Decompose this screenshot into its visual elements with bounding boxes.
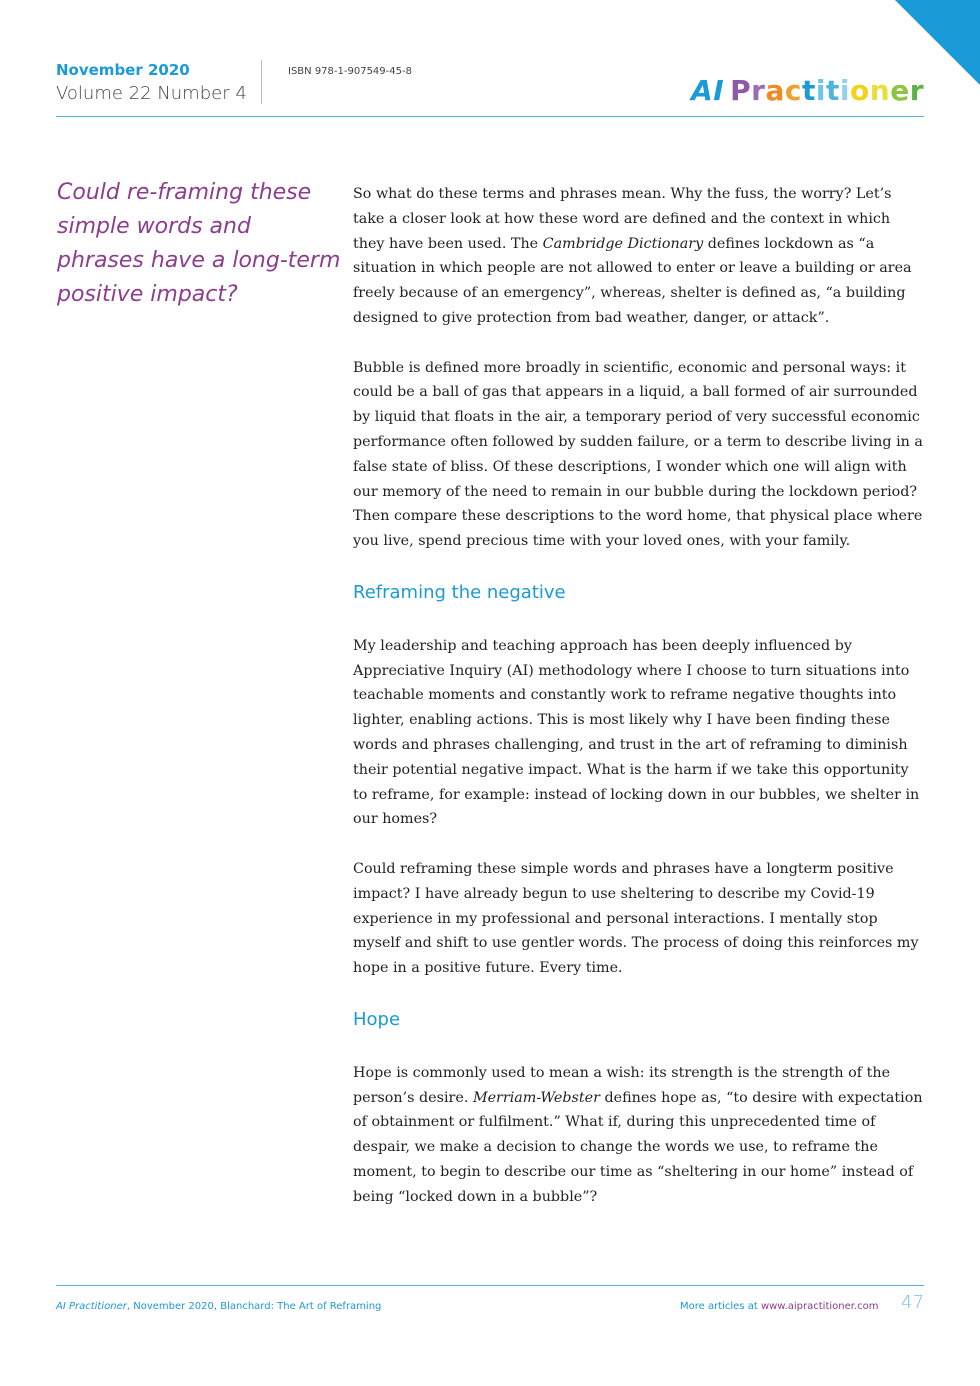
volume-number: Volume 22 Number 4 xyxy=(56,83,247,104)
corner-decoration xyxy=(895,0,980,85)
issue-date: November 2020 xyxy=(56,61,190,79)
paragraph xyxy=(353,1061,925,1210)
article-body xyxy=(353,182,925,1234)
text: So what do these terms and phrases mean. Why the fuss, the worry? Let’s take a closer look at how these word are defined and the context in which they have been used. The xyxy=(353,186,892,252)
section-heading: Reframing the negative xyxy=(353,581,566,603)
page-number: 47 xyxy=(901,1292,924,1313)
section-heading: Hope xyxy=(353,1008,401,1030)
text: defines hope as, “to desire with expectation of obtainment or fulfilment.” What if, during this unprecedented time of despair, we make a decision to change the words we use, to reframe the moment, to begin to describe our time as “sheltering in our home” instead of being “locked down in a bubble”? xyxy=(353,1089,923,1205)
logo-letter: e xyxy=(890,74,910,107)
emphasis: Cambridge Dictionary xyxy=(542,235,704,252)
logo-letter: a xyxy=(765,74,785,107)
logo-letter: i xyxy=(839,74,850,107)
logo-letter: i xyxy=(815,74,826,107)
footer-citation xyxy=(56,1301,381,1312)
citation-text: , November 2020, Blanchard: The Art of Reframing xyxy=(126,1301,382,1312)
footer-rule xyxy=(56,1285,924,1286)
logo-letter: o xyxy=(850,74,870,107)
paragraph xyxy=(353,182,925,331)
text: defines lockdown as “a situation in which people are not allowed to enter or leave a building or area freely because of an emergency”, whereas, shelter is defined as, “a building designed to give protection from bad weather, danger, or attack”. xyxy=(353,235,912,326)
ai-practitioner-logo xyxy=(691,74,924,107)
website-link[interactable]: www.aipractitioner.com xyxy=(760,1301,879,1312)
pull-quote: Could re-framing these simple words and phrases have a long-term positive impact? xyxy=(57,180,341,307)
logo-letter: t xyxy=(826,74,840,107)
isbn: ISBN 978-1-907549-45-8 xyxy=(288,66,412,77)
logo-letter: r xyxy=(909,74,924,107)
paragraph: Bubble is defined more broadly in scientific, economic and personal ways: it could be a ball of gas that appears in a liquid, a ball formed of air surrounded by liquid that floats in the air, a temporary period of very successful economic performance often followed by sudden failure, or a term to describe living in a false state of bliss. Of these descriptions, I wonder which one will align with our memory of the need to remain in our bubble during the lockdown period? Then compare these descriptions to the word home, that physical place where you live, spend precious time with your loved ones, with your family. xyxy=(353,359,923,550)
header-divider xyxy=(261,60,262,104)
paragraph: Could reframing these simple words and phrases have a longterm positive impact? I have already begun to use sheltering to describe my Covid-19 experience in my professional and personal interactions. I mentally stop myself and shift to use gentler words. The process of doing this reinforces my hope in a positive future. Every time. xyxy=(353,860,919,977)
logo-word xyxy=(730,74,924,107)
logo-letter: P xyxy=(730,74,752,107)
emphasis: Merriam-Webster xyxy=(472,1089,600,1106)
journal-name: AI Practitioner xyxy=(56,1301,127,1312)
logo-letter: n xyxy=(869,74,891,107)
header-rule xyxy=(56,116,924,117)
logo-letter: c xyxy=(784,74,802,107)
footer-more xyxy=(680,1301,878,1312)
logo-letter: t xyxy=(802,74,816,107)
paragraph: My leadership and teaching approach has been deeply influenced by Appreciative Inquiry (AI) methodology where I choose to turn situations into teachable moments and constantly work to reframe negative thoughts into lighter, enabling actions. This is most likely why I have been finding these words and phrases challenging, and trust in the art of reframing to diminish their potential negative impact. What is the harm if we take this opportunity to reframe, for example: instead of locking down in our bubbles, we shelter in our homes? xyxy=(353,637,920,828)
more-text: More articles at xyxy=(680,1301,761,1312)
logo-ai: AI xyxy=(691,74,725,107)
text: Hope is commonly used to mean a wish: its strength is the strength of the person’s desire. xyxy=(353,1064,891,1106)
logo-letter: r xyxy=(751,74,766,107)
